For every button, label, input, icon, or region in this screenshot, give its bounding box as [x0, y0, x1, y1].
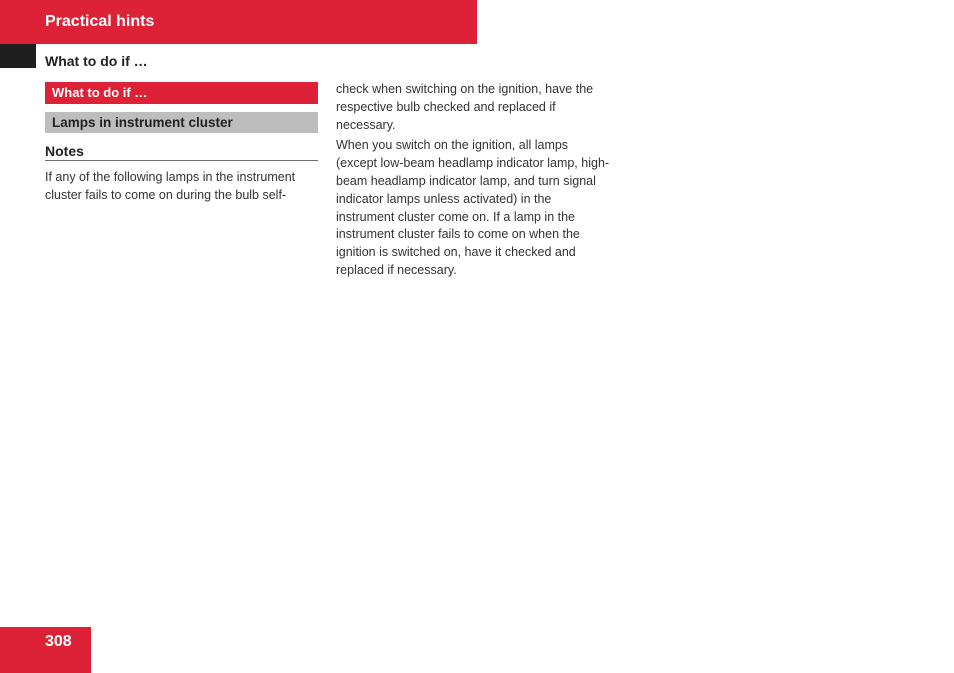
paragraph-continued: check when switching on the ignition, have the respective bulb checked and replaced if necessary. [336, 82, 594, 132]
paragraph-lamps-check: When you switch on the ignition, all lamps (except low-beam headlamp indicator lamp, high-beam headlamp indicator lamp, and turn signal indicator lamps unless activated) in the instrument cluster come on. If a lamp in the instrument cluster fails to come on when the ignition is switched on, have it checked and replaced if necessary. [336, 138, 610, 277]
left-column [45, 82, 318, 204]
notes-paragraph: If any of the following lamps in the instrument cluster fails to come on during the bulb self- [45, 170, 296, 202]
gray-heading: Lamps in instrument cluster [45, 112, 318, 133]
chapter-header [0, 0, 477, 44]
notes-heading: Notes [45, 143, 318, 161]
page-number-box [0, 627, 91, 673]
right-column [336, 81, 611, 283]
red-heading: What to do if … [45, 82, 318, 104]
side-tab-marker [0, 44, 36, 68]
chapter-title: Practical hints [45, 13, 155, 30]
page-number: 308 [45, 633, 72, 650]
section-title: What to do if … [45, 53, 148, 69]
